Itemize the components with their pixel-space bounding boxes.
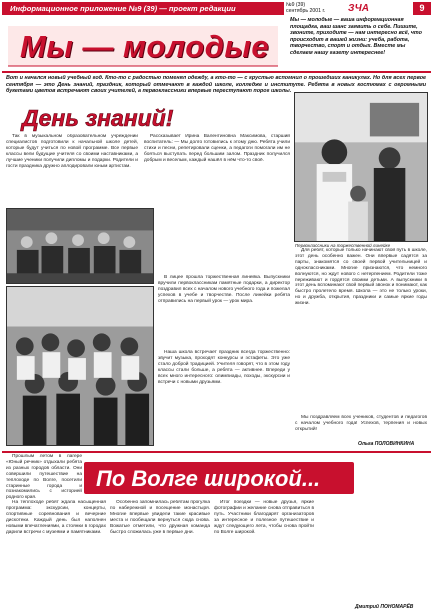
page-number: 9 bbox=[413, 2, 431, 15]
issue-info bbox=[286, 2, 412, 15]
issue-mark: ЗЧА bbox=[348, 3, 369, 14]
issue-date: сентябрь 2001 г. bbox=[286, 8, 326, 15]
photo-students-crowd bbox=[6, 286, 154, 446]
article2-signature: Дмитрий ПОНОМАРЁВ bbox=[355, 604, 414, 610]
banner-title: День знаний! bbox=[22, 105, 174, 131]
section-divider bbox=[2, 451, 431, 453]
article-column-4: Наша школа встречает праздник всегда торжественно: звучит музыка, проходят конкурсы и эстафеты. Это уже стало доброй традицией. Учителя говорят, что в этом году классы стали больше, а ребята — активнее. Впереди у всех много интересного: олимпиады, походы, экскурсии и встречи с новыми друзьями. bbox=[158, 350, 290, 385]
article-signature: Ольга ПОЛОВИНКИНА bbox=[358, 441, 415, 447]
article-column-5: Для ребят, которые только начинают свой путь в школе, этот день особенно важен. Они впервые садятся за парты, знакомятся со своей первой учительницей и одноклассниками. Многие признаются, что немного волнуются, но ждут нового с нетерпением. Родители тоже переживают и гордятся своими детьми. А выпускники в этот день вспоминают свой первый звонок и понимают, как быстро пролетело время. Школа — это не только уроки, но и дружба, открытия, праздники и самые яркие годы жизни. bbox=[295, 248, 427, 307]
article-column-5-end: Мы поздравляем всех учеников, студентов и педагогов с началом учебного года! Успехов, терпения и новых открытий! bbox=[295, 415, 427, 432]
masthead bbox=[2, 16, 284, 70]
article2-column-2: Особенно запомнилась ребятам прогулка по набережной и посещение монастыря. Многие впервые увидели такие красивые места и пообещали вернуться сюда снова. Вожатые отметили, что дружная команда быстро сложилась уже в первые дни. bbox=[110, 500, 210, 535]
article2-column-1: Прошлым летом в лагере «Юный речник» отдыхали ребята из разных городов области. Они совершили путешествие на теплоходе по Волге, посетили старинные города и познакомились с историей родного края. bbox=[6, 454, 82, 501]
masthead-motto: Мы — молодые — ваша информационная площадка, ваш шанс заявить о себе. Пишите, звоните, приходите — нам интересно всё, что происходит в вашей жизни: учеба, работа, творчество, спорт и отдых. Вместе мы сделаем нашу газету интереснее! bbox=[290, 17, 422, 56]
article-column-3: В лицее прошла торжественная линейка. Выпускники вручили первоклассникам памятные подарки, а директор поздравил всех с началом нового учебного года и пожелал успехов в учебе и творчестве. После линейки ребята отправились на первый урок — урок мира. bbox=[158, 275, 290, 304]
photo-caption: Первоклассники на торжественной линейке bbox=[295, 243, 391, 248]
banner2-title: По Волге широкой... bbox=[96, 466, 321, 491]
supplement-topbar: Информационное приложение №9 (39) — проект редакции bbox=[2, 2, 284, 15]
day-of-knowledge-banner bbox=[18, 104, 240, 132]
article2-column-3: Итог поездки — новые друзья, яркие фотографии и желание снова отправиться в путь. Участники благодарят организаторов за интересное и полезное путешествие и ждут следующего лета, чтобы снова пройти по Волге широкой. bbox=[214, 500, 314, 535]
intro-paragraph: Вот и начался новый учебный год. Кто-то с радостью поменял одежду, а кто-то — с грустью вспомнил о прошедших каникулах. Но для всех первое сентября — это День знаний, праздник, который отмечают в каждой школе, колледже и институте. Ребята в новых костюмах с огромными букетами цветов встречают своих учителей, а первоклассники впервые переступают порог школы. bbox=[6, 75, 426, 94]
header-divider bbox=[2, 71, 431, 73]
article2-column-1b: На теплоходе ребят ждала насыщенная программа: экскурсии, концерты, спортивные соревнования и вечерние дискотеки. Каждый день был наполнен новыми впечатлениями, а стоянки в городах дарили встречи с музеями и памятниками. bbox=[6, 500, 106, 535]
photo-ceremony bbox=[294, 92, 428, 242]
article-column-2: Рассказывает Ирина Валентиновна Максимова, старший воспитатель: — Мы долго готовились к этому дню. Ребята учили стихи и песни, репетировали сценки, а педагоги помогали им не бояться выступать перед большим залом. Праздник получился добрым и веселым, каждый нашёл в нём что-то своё. bbox=[144, 134, 290, 163]
volga-banner bbox=[84, 458, 354, 496]
page-title: Мы — молодые bbox=[20, 29, 270, 64]
article-column-1: Так в музыкальном образовательном учреждении специалистов подготовили к начальной школе детей, которые будут учиться по новой программе. Все первые классы вели будущие учителя со своими наставниками, а лучшие ученики получили дипломы и подарки. Родители и гости праздника дружно аплодировали юным артистам. bbox=[6, 134, 138, 169]
issue-number: №9 (39) bbox=[286, 2, 306, 8]
photo-classroom bbox=[6, 208, 154, 284]
